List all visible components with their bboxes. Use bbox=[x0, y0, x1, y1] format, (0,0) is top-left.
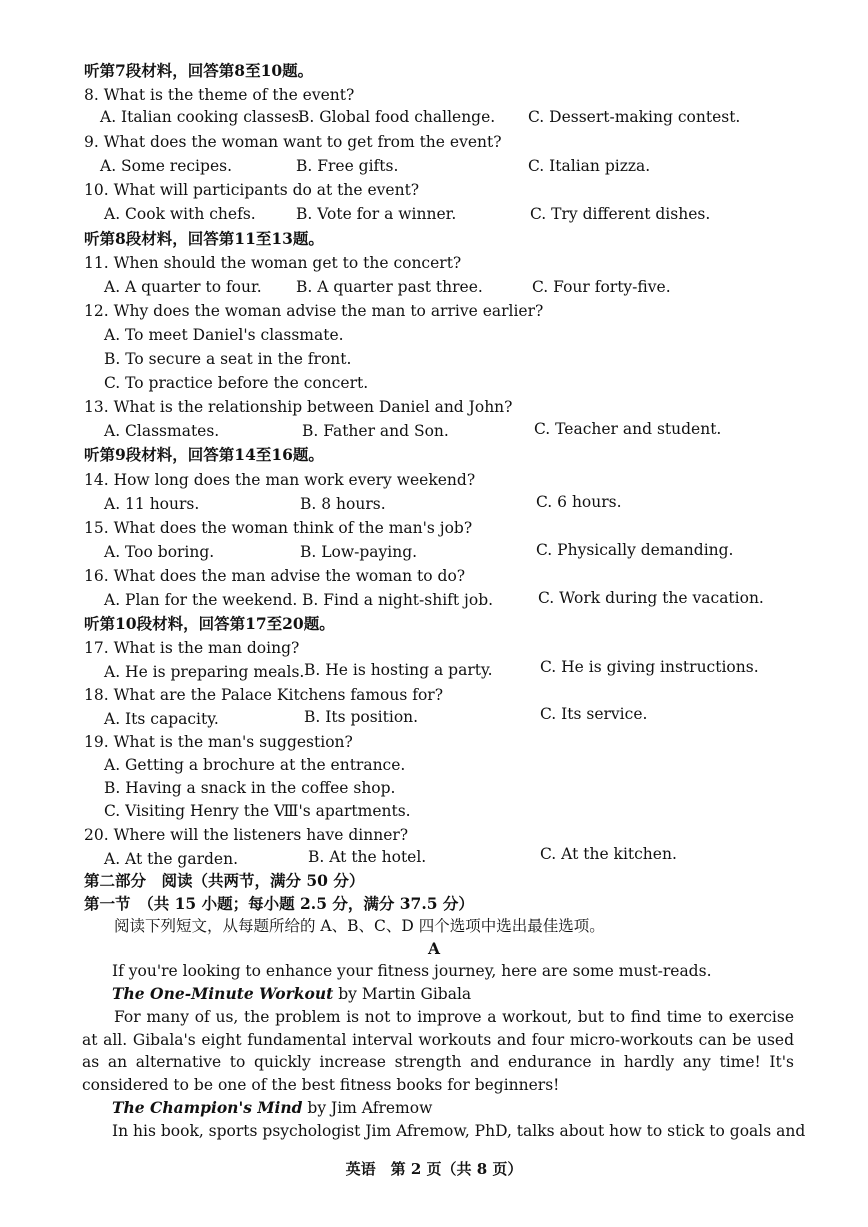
option-c: C. Teacher and student. bbox=[534, 420, 722, 438]
question-11: 11. When should the woman get to the concert? bbox=[84, 254, 462, 272]
option-a: A. Too boring. bbox=[104, 543, 215, 561]
book-description: For many of us, the problem is not to improve a workout, but to find time to exercise at all. Gibala's eight fundamental interval workouts and four micro-workouts can be used as an alternative to quickly increase strength and endurance in hardly any time! It's considered to be one of the best fitness books for beginners! bbox=[82, 1008, 794, 1094]
section-heading: 听第8段材料，回答第11至13题。 bbox=[84, 229, 324, 248]
passage-label: A bbox=[427, 939, 441, 958]
question-14: 14. How long does the man work every weekend? bbox=[84, 471, 476, 489]
part-title: 第二部分 阅读（共两节，满分 50 分） bbox=[84, 871, 365, 890]
instructions: 阅读下列短文，从每题所给的 A、B、C、D 四个选项中选出最佳选项。 bbox=[114, 917, 605, 935]
option-b: B. He is hosting a party. bbox=[304, 661, 493, 679]
option-a: A. Classmates. bbox=[104, 422, 220, 440]
option-c: C. Its service. bbox=[540, 705, 648, 723]
option-c: C. Visiting Henry the Ⅷ's apartments. bbox=[104, 802, 411, 820]
passage-intro: If you're looking to enhance your fitness journey, here are some must-reads. bbox=[112, 962, 712, 980]
question-20: 20. Where will the listeners have dinner? bbox=[84, 826, 409, 844]
question-8: 8. What is the theme of the event? bbox=[84, 86, 355, 104]
option-a: A. A quarter to four. bbox=[104, 278, 262, 296]
option-b: B. Find a night-shift job. bbox=[302, 591, 494, 609]
section-heading: 听第7段材料，回答第8至10题。 bbox=[84, 61, 314, 80]
option-a: A. Cook with chefs. bbox=[104, 205, 256, 223]
option-c: C. Work during the vacation. bbox=[538, 589, 764, 607]
option-a: A. He is preparing meals. bbox=[104, 663, 305, 681]
question-17: 17. What is the man doing? bbox=[84, 639, 300, 657]
option-b: B. 8 hours. bbox=[300, 495, 386, 513]
option-a: A. Getting a brochure at the entrance. bbox=[104, 756, 406, 774]
question-10: 10. What will participants do at the event? bbox=[84, 181, 420, 199]
option-c: C. Four forty-five. bbox=[532, 278, 671, 296]
question-19: 19. What is the man's suggestion? bbox=[84, 733, 353, 751]
option-b: B. To secure a seat in the front. bbox=[104, 350, 352, 368]
option-c: C. At the kitchen. bbox=[540, 845, 677, 863]
option-a: A. Some recipes. bbox=[100, 157, 232, 175]
question-9: 9. What does the woman want to get from the event? bbox=[84, 133, 502, 151]
option-b: B. Vote for a winner. bbox=[296, 205, 457, 223]
option-c: C. He is giving instructions. bbox=[540, 658, 759, 676]
question-15: 15. What does the woman think of the man's job? bbox=[84, 519, 473, 537]
option-b: B. At the hotel. bbox=[308, 848, 427, 866]
section-heading: 听第10段材料，回答第17至20题。 bbox=[84, 614, 335, 633]
option-a: A. Italian cooking classes. bbox=[100, 108, 305, 126]
book-description: In his book, sports psychologist Jim Afremow, PhD, talks about how to stick to goals and bbox=[112, 1122, 806, 1140]
book-title: The One-Minute Workout bbox=[112, 984, 334, 1003]
question-13: 13. What is the relationship between Daniel and John? bbox=[84, 398, 513, 416]
option-b: B. Free gifts. bbox=[296, 157, 399, 175]
option-c: C. Italian pizza. bbox=[528, 157, 651, 175]
book-title: The Champion's Mind bbox=[112, 1098, 303, 1117]
option-a: A. To meet Daniel's classmate. bbox=[104, 326, 344, 344]
option-a: A. Its capacity. bbox=[104, 710, 219, 728]
section-heading: 听第9段材料，回答第14至16题。 bbox=[84, 445, 324, 464]
option-a: A. At the garden. bbox=[104, 850, 239, 868]
option-b: B. Low-paying. bbox=[300, 543, 418, 561]
question-16: 16. What does the man advise the woman to do? bbox=[84, 567, 466, 585]
section-subtitle: 第一节 （共 15 小题；每小题 2.5 分，满分 37.5 分） bbox=[84, 894, 474, 913]
option-c: C. Physically demanding. bbox=[536, 541, 734, 559]
book-heading bbox=[112, 1097, 432, 1119]
page-footer: 英语 第 2 页（共 8 页） bbox=[345, 1160, 523, 1178]
option-b: B. Global food challenge. bbox=[298, 108, 496, 126]
option-b: B. A quarter past three. bbox=[296, 278, 483, 296]
option-a: A. 11 hours. bbox=[104, 495, 200, 513]
question-12: 12. Why does the woman advise the man to arrive earlier? bbox=[84, 302, 544, 320]
option-b: B. Having a snack in the coffee shop. bbox=[104, 779, 396, 797]
book-heading bbox=[112, 983, 471, 1005]
book-author: by Martin Gibala bbox=[333, 985, 472, 1003]
question-18: 18. What are the Palace Kitchens famous for? bbox=[84, 686, 444, 704]
option-b: B. Father and Son. bbox=[302, 422, 449, 440]
option-c: C. Try different dishes. bbox=[530, 205, 711, 223]
option-a: A. Plan for the weekend. bbox=[104, 591, 298, 609]
option-b: B. Its position. bbox=[304, 708, 419, 726]
option-c: C. 6 hours. bbox=[536, 493, 622, 511]
book-author: by Jim Afremow bbox=[302, 1099, 433, 1117]
option-c: C. To practice before the concert. bbox=[104, 374, 369, 392]
option-c: C. Dessert-making contest. bbox=[528, 108, 741, 126]
